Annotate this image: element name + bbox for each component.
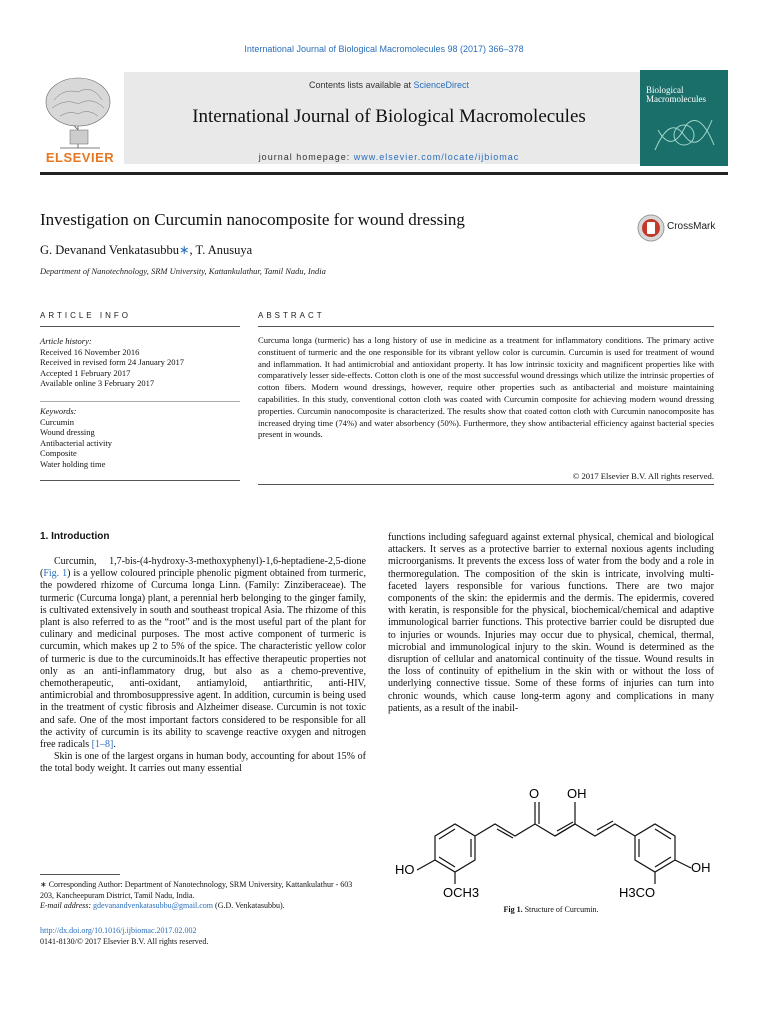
cover-title-line1: Biological [646, 85, 684, 95]
abstract-bottom-rule [258, 484, 714, 485]
curcumin-structure-figure [395, 784, 715, 900]
crossmark-label: CrossMark [667, 221, 716, 232]
paragraph-text: Curcumin, 1,7-bis-(4-hydroxy-3-methoxyphenyl)-1,6-heptadiene-2,5-dione ( [40, 556, 366, 580]
abstract-heading: ABSTRACT [258, 311, 325, 320]
email-link[interactable]: gdevanandvenkatasubbu@gmail.com [93, 901, 214, 910]
footnote [40, 880, 366, 912]
paragraph: functions including safeguard against external physical, chemical and biological attackers. It serves as a protective barrier to external noxious agents including microorganisms. It prevents the excess loss of water from the body and a role in thermoregulation. The composition of the skin is intricate, involving multi-faceted layers responsible for various functions. There are two major components of the skin: the epidermis and the dermis. The epidermis, covered with keratin, is responsible for the physical, biochemical/chemical and adaptive immunological barrier functions. This protective barrier could be disrupted due to injuries or wounds. Injuries may occur due to physical, chemical, thermal, microbial and immunological injury to the skin. Wound is determined as the disruption of cellular and anatomical continuity of the tissue. Wound results in the loss of continuity of epithelium in the skin with or without the loss of underlying connective tissue. Some of these forms of injuries can turn into chronic wounds, which cause long-term agony and complications in many patients, as a result of the inabil- [388, 532, 714, 714]
keyword: Curcumin [40, 416, 74, 427]
keyword: Composite [40, 448, 77, 459]
keyword: Wound dressing [40, 427, 95, 438]
paragraph-text: ) is a yellow coloured principle phenolic pigment obtained from turmeric, the powdered rhizome of Curcuma longa Linn. (Family: Zinziberaceae). The turmeric (Curcuma longa) plant, a perennial herb belonging to the ginger family, is cultivated extensively in south and southeast tropical Asia. The rhizome of this plant is also referred to as the “root” and is the most useful part of the plant for culinary and medicinal purposes. The most active component of turmeric is curcumin, which makes up 2 to 5% of the spice. The characteristic yellow color of turmeric is due to the curcuminoids.It has effective therapeutic properties not only as an anti-inflammatory drug, but also as a chemo-preventive, chemotherapeutic, anti-oxidant, antiamyloid, antiarthritic, anti-HIV, antimicrobial and thrombosuppressive agent. In addition, curcumin is being used in the treatment of cystic fibrosis and Alzheimer disease. Curcumin is not toxic and safe. One of the most important factors considered to be responsible for all the activity of curcumin is its ability to scavenge reactive oxygen and nitrogen free radicals [40, 568, 366, 751]
cover-title [646, 86, 726, 104]
author-name: T. Anusuya [195, 243, 253, 257]
elsevier-wordmark: ELSEVIER [45, 150, 115, 165]
doi-block [40, 926, 366, 947]
footnote-mark: ∗ [40, 880, 47, 889]
masthead [40, 70, 728, 168]
contents-prefix: Contents lists available at [308, 80, 414, 90]
history-divider [40, 401, 240, 402]
atom-label: HO [395, 862, 415, 877]
article-info-rule [40, 326, 240, 327]
affiliation: Department of Nanotechnology, SRM University, Kattankulathur, Tamil Nadu, India [40, 266, 326, 276]
masthead-divider [40, 172, 728, 175]
cover-molecule-illustration [650, 110, 718, 160]
paragraph: Skin is one of the largest organs in human body, accounting for about 15% of the total body weight. It carries out many essential [40, 751, 366, 775]
cover-title-line2: Macromolecules [646, 94, 706, 104]
section-heading: 1. Introduction [40, 531, 110, 542]
atom-label: O [529, 786, 540, 801]
journal-citation-link[interactable]: International Journal of Biological Macromolecules 98 (2017) 366–378 [244, 44, 524, 54]
paragraph-text: . [113, 739, 116, 751]
atom-label: OCH3 [443, 885, 480, 900]
history-item: Received 16 November 2016 [40, 346, 140, 357]
paragraph [40, 556, 366, 751]
keyword: Antibacterial activity [40, 437, 112, 448]
article-title: Investigation on Curcumin nanocomposite for wound dressing [40, 210, 465, 229]
journal-homepage-link[interactable]: www.elsevier.com/locate/ijbiomac [353, 152, 520, 162]
atom-label: OH [567, 786, 587, 801]
figure-caption-text: Structure of Curcumin. [522, 905, 599, 914]
author-list [40, 242, 252, 258]
issn-copyright: 0141-8130/© 2017 Elsevier B.V. All rights reserved. [40, 936, 209, 946]
abstract-rule [258, 326, 714, 327]
keywords [40, 406, 240, 470]
atom-label: OH [691, 860, 711, 875]
footnote-rule [40, 874, 120, 875]
email-suffix: (G.D. Venkatasubbu). [213, 901, 285, 910]
homepage-prefix: journal homepage: [258, 152, 354, 162]
journal-title: International Journal of Biological Macromolecules [192, 106, 586, 127]
left-column [40, 556, 366, 776]
journal-homepage-line [124, 152, 654, 162]
crossmark-icon [637, 214, 665, 242]
doi-link[interactable]: http://dx.doi.org/10.1016/j.ijbiomac.2017.02.002 [40, 926, 197, 935]
history-label: Article history: [40, 336, 92, 346]
article-history [40, 336, 240, 389]
author-separator: , [189, 243, 196, 257]
reference-link[interactable]: [1–8] [91, 739, 114, 751]
keyword: Water holding time [40, 458, 106, 469]
history-item: Available online 3 February 2017 [40, 378, 155, 389]
journal-banner [124, 72, 654, 164]
figure-link[interactable]: Fig. 1 [43, 568, 68, 580]
article-info-bottom-rule [40, 480, 240, 481]
figure-caption-label: Fig 1. [503, 905, 523, 914]
email-label: E-mail address: [40, 901, 94, 910]
keywords-label: Keywords: [40, 406, 77, 416]
right-column [388, 532, 714, 715]
contents-line [124, 80, 654, 90]
journal-cover-thumbnail[interactable] [640, 70, 728, 166]
history-item: Received in revised form 24 January 2017 [40, 357, 184, 368]
history-item: Accepted 1 February 2017 [40, 367, 131, 378]
author-name: G. Devanand Venkatasubbu [40, 243, 179, 257]
figure-caption [388, 905, 714, 914]
abstract-text: Curcuma longa (turmeric) has a long history of use in medicine as a treatment for inflammatory conditions. The primary active constituent of turmeric and the one responsible for its vibrant yellow color is curcumin. Curcumin is used for treatment of wound and inflammation. It had antimicrobial and antioxidant property. It has low intrinsic toxicity and magnificent properties like with comparatively lesser side-effects. Cotton cloth is one of the most successful wound dressings which utilize the intrinsic properties of cotton fibers. Modern wound dressings, however, require other properties such as antibacterial and moisture maintaining capabilities. In this study, conventional cotton cloth was coated with Curcumin composite for achieving modern wound dressing properties. Curcumin nanocomposite is characterized. The results show that coated cotton cloth with Curcumin nanocomposite has increased drying time (74%) and water absorbency (50%). Furthermore, they show antibacterial efficiency against bacterial species present in wounds. [258, 335, 714, 440]
sciencedirect-link[interactable]: ScienceDirect [413, 80, 470, 90]
atom-label: H3CO [619, 885, 656, 900]
corresponding-author-mark[interactable]: ∗ [178, 243, 190, 257]
crossmark-badge[interactable] [637, 212, 737, 246]
article-info-heading: ARTICLE INFO [40, 311, 131, 320]
abstract-copyright: © 2017 Elsevier B.V. All rights reserved. [572, 471, 714, 481]
footnote-text: Corresponding Author: Department of Nanotechnology, SRM University, Kattankulathur - 603 203, Kancheepuram District, Tamil Nadu, India. [40, 880, 353, 900]
